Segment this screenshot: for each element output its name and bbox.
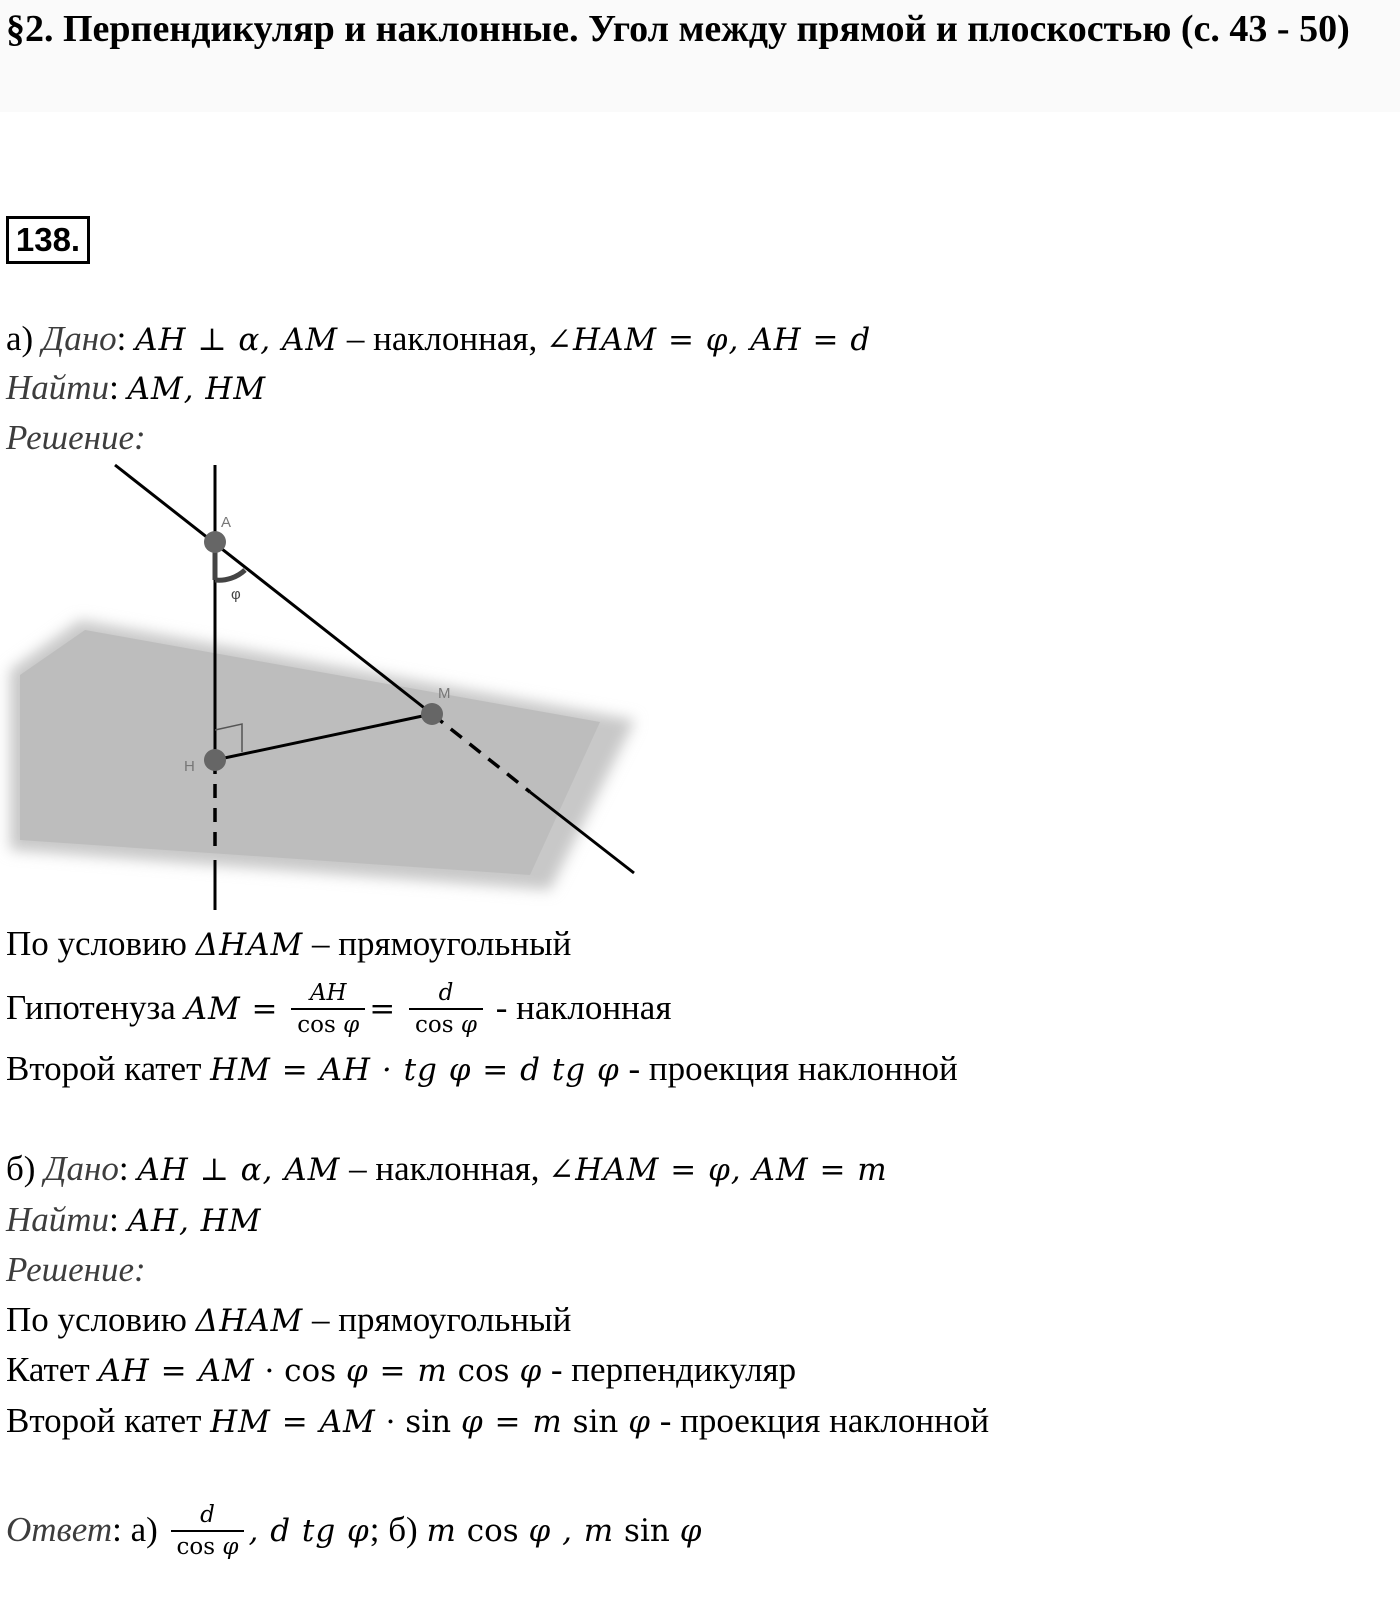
find-value: AM, HM (127, 371, 267, 407)
find-word: Найти (6, 1200, 110, 1239)
find-word: Найти (6, 368, 110, 407)
task-number-badge: 138. (6, 216, 90, 264)
answer-word: Ответ (6, 1510, 113, 1550)
part-a-given: а) Дано: AH ⊥ α, AM – наклонная, ∠HAM = φ, AH = d (6, 319, 872, 358)
answer-line: Ответ: а) $\frac{d}{\text{cos φ}}$ , d tg φ; б) m cos φ , m sin φ (6, 1502, 703, 1560)
point-h (204, 749, 226, 771)
given-relation: AH ⊥ α, AM (137, 1152, 341, 1188)
given-relation: ∠HAM = φ, AH = d (545, 322, 872, 358)
a-solution-line-2: Гипотенуза AM = $\frac{AH}{\text{cos φ}}$ = $\frac{d}{\text{cos φ}}$ - наклонная (6, 980, 672, 1038)
part-b-label: б) (6, 1149, 36, 1188)
a-solution-line-1: По условию ΔHAM – прямоугольный (6, 924, 572, 963)
b-solution-line-3: Второй катет HM = AM · sin φ = m sin φ - проекция наклонной (6, 1401, 990, 1440)
part-a-label: а) (6, 319, 34, 358)
given-text: – наклонная, (340, 1149, 549, 1188)
fraction: $\frac{d}{\text{cos φ}}$ (409, 978, 483, 1040)
label-a: A (221, 514, 232, 531)
part-b-find: Найти: AH, HM (6, 1200, 262, 1239)
geometry-figure (0, 460, 650, 920)
fraction: $\frac{AH}{\text{cos φ}}$ (291, 978, 365, 1040)
b-solution-line-1: По условию ΔHAM – прямоугольный (6, 1300, 572, 1339)
solution-word: Решение: (6, 1250, 146, 1289)
find-value: AH, HM (127, 1203, 262, 1239)
given-text: – наклонная, (338, 319, 546, 358)
given-relation: AH ⊥ α, AM (135, 322, 339, 358)
point-m (421, 703, 443, 725)
given-word: Дано (41, 319, 117, 358)
a-solution-line-3: Второй катет HM = AH · tg φ = d tg φ - проекция наклонной (6, 1049, 958, 1088)
label-phi: φ (231, 586, 241, 603)
label-h: H (184, 758, 195, 775)
given-word: Дано (44, 1149, 119, 1188)
page-title: §2. Перпендикуляр и наклонные. Угол между прямой и плоскостью (с. 43 - 50) (6, 8, 1350, 50)
b-solution-line-2: Катет AH = AM · cos φ = m cos φ - перпендикуляр (6, 1350, 797, 1389)
angle-phi-arc (215, 570, 245, 580)
part-a-find: Найти: AM, HM (6, 368, 267, 407)
solution-word: Решение: (6, 418, 146, 457)
part-b-given: б) Дано: AH ⊥ α, AM – наклонная, ∠HAM = φ, AM = m (6, 1149, 888, 1188)
given-relation: ∠HAM = φ, AM = m (548, 1152, 888, 1188)
label-m: M (438, 685, 451, 702)
point-a (204, 531, 226, 553)
fraction: $\frac{d}{\text{cos φ}}$ (171, 1500, 245, 1562)
